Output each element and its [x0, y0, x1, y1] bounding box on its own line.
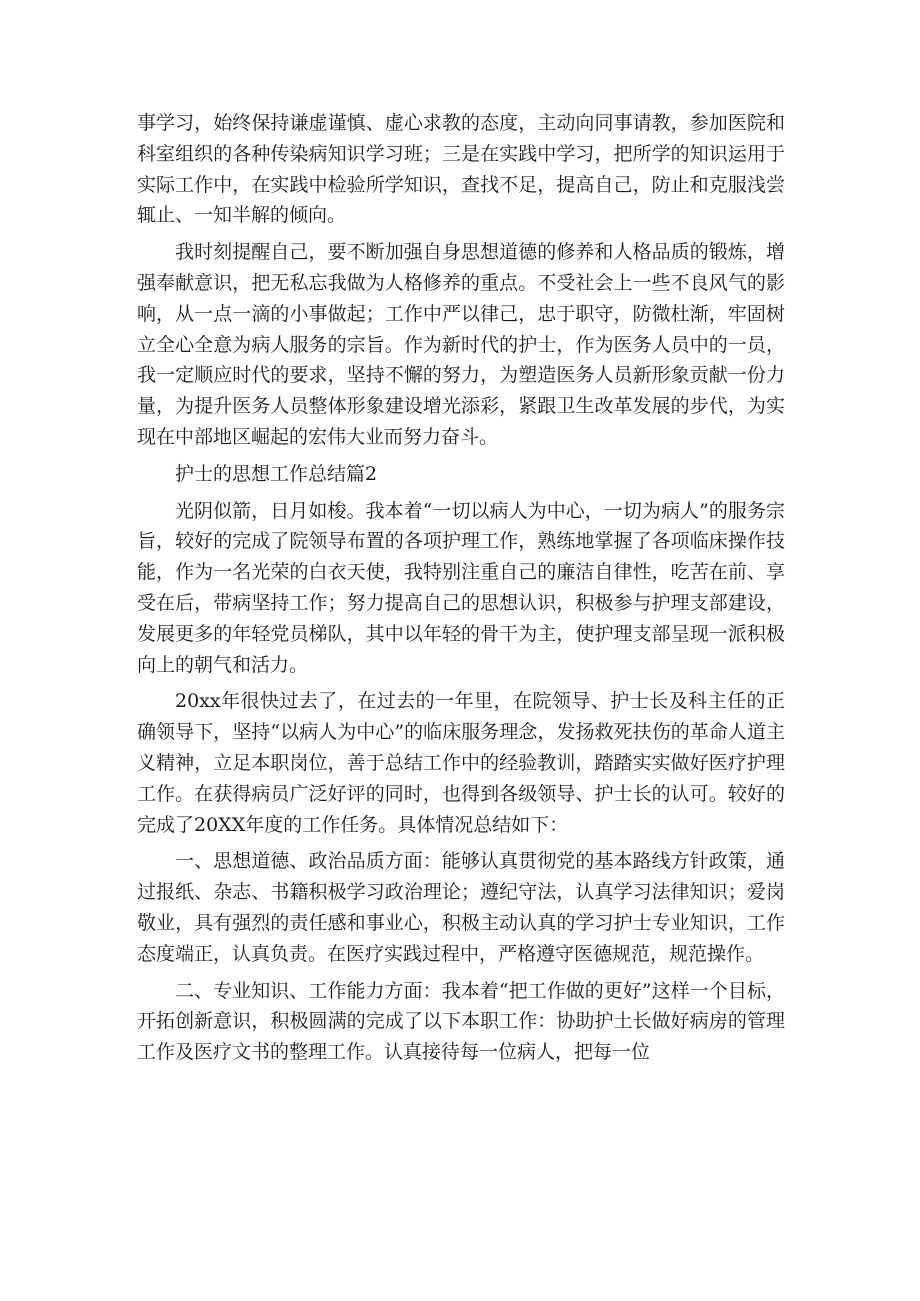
document-body: [137, 108, 785, 1074]
paragraph-professional-ability: 二、专业知识、工作能力方面：我本着“把工作做的更好”这样一个目标，开拓创新意识，积极圆满的完成了以下本职工作：协助护土长做好病房的管理工作及医疗文书的整理工作。认真接待每一位病人，把每一位: [137, 979, 785, 1064]
paragraph-self-discipline: 我时刻提醒自己，要不断加强自身思想道德的修养和人格品质的锻炼，增强奉献意识，把无私忘我做为人格修养的重点。不受社会上一些不良风气的影响，从一点一滴的小事做起；工作中严以律己，忠于职守，防微杜渐，牢固树立全心全意为病人服务的宗旨。作为新时代的护士，作为医务人员中的一员，我一定顺应时代的要求，坚持不懈的努力，为塑造医务人员新形象贡献一份力量，为提升医务人员整体形象建设增光添彩，紧跟卫生改革发展的步代，为实现在中部地区崛起的宏伟大业而努力奋斗。: [137, 241, 785, 448]
paragraph-year-review: 20xx年很快过去了，在过去的一年里，在院领导、护士长及科主任的正确领导下，坚持“以病人为中心”的临床服务理念，发扬救死扶伤的革命人道主义精神，立足本职岗位，善于总结工作中的经验教训，踏踏实实做好医疗护理工作。在获得病员广泛好评的同时，也得到各级领导、护士长的认可。较好的完成了20XX年度的工作任务。具体情况总结如下：: [137, 690, 785, 836]
section-heading: 护士的思想工作总结篇2: [175, 462, 378, 485]
paragraph-service-purpose: 光阴似箭，日月如梭。我本着“一切以病人为中心，一切为病人”的服务宗旨，较好的完成了院领导布置的各项护理工作，熟练地掌握了各项临床操作技能，作为一名光荣的白衣天使，我特别注重自己的廉洁自律性，吃苦在前、享受在后，带病坚持工作；努力提高自己的思想认识，积极参与护理支部建设，发展更多的年轻党员梯队，其中以年轻的骨干为主，使护理支部呈现一派积极向上的朝气和活力。: [137, 499, 785, 676]
paragraph-continuation: 事学习，始终保持谦虚谨慎、虚心求教的态度，主动向同事请教，参加医院和科室组织的各种传染病知识学习班；三是在实践中学习，把所学的知识运用于实际工作中，在实践中检验所学知识，查找不足，提高自己，防止和克服浅尝辄止、一知半解的倾向。: [137, 112, 785, 227]
paragraph-moral-political: 一、思想道德、政治品质方面：能够认真贯彻党的基本路线方针政策，通过报纸、杂志、书籍积极学习政治理论；遵纪守法，认真学习法律知识；爱岗敬业，具有强烈的责任感和事业心，积极主动认真的学习护士专业知识，工作态度端正，认真负责。在医疗实践过程中，严格遵守医德规范，规范操作。: [137, 850, 785, 965]
